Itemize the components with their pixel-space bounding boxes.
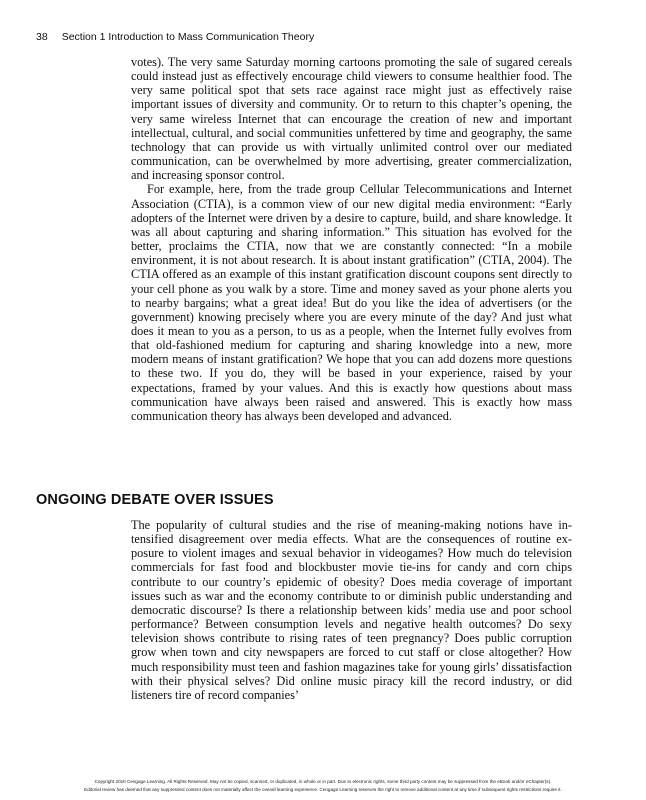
paragraph-ctia-example: For example, here, from the trade group Cellular Telecommunications and Internet Association (CTIA), is a common view of our new digital media environment: “Early adopters of the Internet were driven by a desire to capture, build, and share knowledge. It was all about capturing and sharing information.” This situation has evolved for the better, proclaims the CTIA, now that we are constantly connected: “In a mobile environment, it is not about research. It is about instant gratification” (CTIA, 2004). The CTIA offered as an example of this instant gratification discount coupons sent directly to your cell phone as you walk by a store. Time and money saved as your phone alerts you to nearby bargains; what a great idea! But do you like the idea of advertisers (or the government) knowing precisely where you are every minute of the day? And just what does it mean to you as a person, to us as a people, when the Internet fully evolves from that old-fashioned medium for capturing and sharing knowledge into a new, more modern means of instant gratification? We hope that you can add dozens more questions to these two. If you do, they will be based in your experience, raised by your expectations, framed by your values. And this is exactly how questions about mass communication have always been raised and answered. This is exactly how mass communication theory has always been developed and advanced. <box>131 182 572 423</box>
paragraph-continuation: votes). The very same Saturday morning cartoons promoting the sale of sugared cereals could instead just as effectively encourage child viewers to consume healthier food. The very same political spot that sets race against race might just as effectively raise important issues of diversity and community. Or to return to this chapter’s opening, the very same wireless Internet that can encourage the creation of new and important intellectual, cultural, and social communities unfettered by time and geography, the same technology that can provide us with virtually unlimited control over our mediated communication, can be overwhelmed by more advertising, greater commercialization, and increasing sponsor control. <box>131 55 572 183</box>
body-text-block-bottom <box>131 518 572 702</box>
section-heading: ONGOING DEBATE OVER ISSUES <box>36 492 274 508</box>
copyright-notice: Copyright 2010 Cengage Learning. All Rights Reserved. May not be copied, scanned, or duplicated, in whole or in part. Due to electronic rights, some third party content may be suppressed from the eBook and/or eChapter(s). <box>94 779 552 784</box>
editorial-notice: Editorial review has deemed that any suppressed content does not materially affect the overall learning experience. Cengage Learning reserves the right to remove additional content at any time if subsequent rights restrictions require it. <box>84 787 562 792</box>
page-number: 38 <box>36 31 48 43</box>
body-text-block-top <box>131 55 572 423</box>
paragraph-media-effects: The popularity of cultural studies and the rise of meaning-making notions have intensified disagreement over media effects. What are the consequences of routine exposure to violent images and sexual behavior in videogames? How much do television commercials for fast food and blockbuster movie tie-ins for candy and corn chips contribute to our country’s epidemic of obesity? Does media coverage of important issues such as war and the economy contribute to or diminish public understanding and democratic discourse? Is there a relationship between kids’ media use and poor school performance? Between consumption levels and negative health outcomes? Do sexy television shows contribute to rising rates of teen pregnancy? Does public corruption grow when town and city newspapers are forced to cut staff or close altogether? How much responsibility must teen and fashion magazines take for young girls’ dissatisfaction with their physical selves? Did online music piracy kill the record industry, or did listeners tire of record companies’ <box>131 518 572 702</box>
running-head <box>36 31 314 43</box>
running-title: Section 1 Introduction to Mass Communication Theory <box>61 31 315 43</box>
